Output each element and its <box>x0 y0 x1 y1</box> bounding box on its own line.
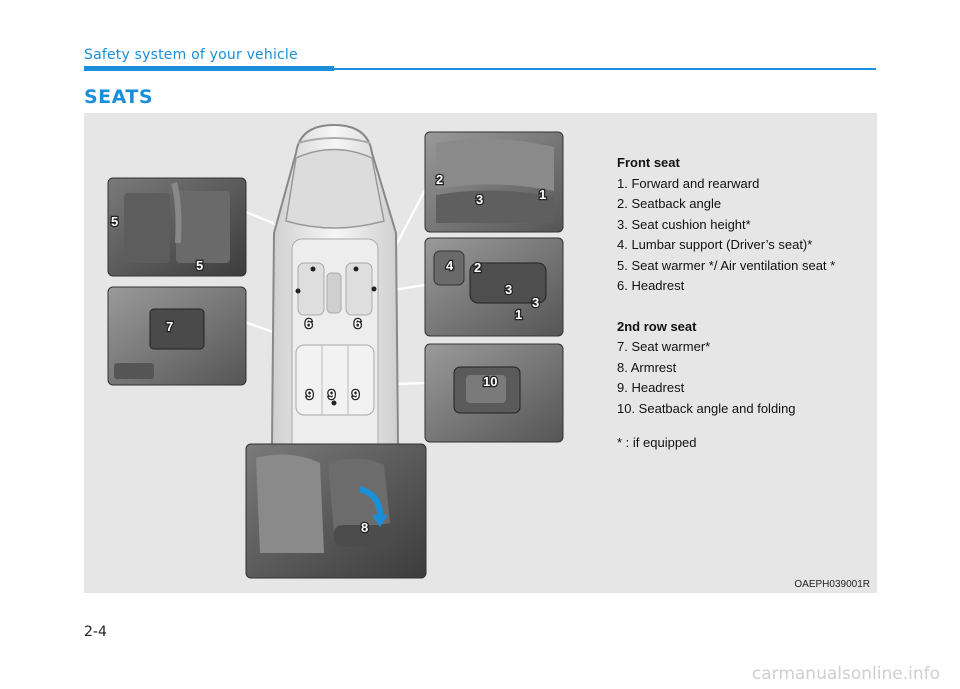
car-topview <box>272 125 398 475</box>
legend-item: 8. Armrest <box>617 359 677 375</box>
callout-ctrl-cushion-a: 3 <box>505 282 513 297</box>
section-title: Safety system of your vehicle <box>84 47 298 63</box>
legend-front-heading: Front seat <box>617 155 680 170</box>
legend-item: 1. Forward and rearward <box>617 175 760 191</box>
legend-item: 3. Seat cushion height* <box>617 216 751 232</box>
page-heading: SEATS <box>84 86 154 108</box>
legend <box>617 153 872 454</box>
callout-headrest-right: 6 <box>354 316 362 331</box>
legend-item: 7. Seat warmer* <box>617 339 711 354</box>
inset-rear-switch <box>425 344 563 442</box>
page-number: 2-4 <box>84 624 107 640</box>
inset-door-panel <box>108 287 246 385</box>
callout-ctrl-cushion-b: 3 <box>532 295 540 310</box>
callout-rear-head-1: 9 <box>306 387 314 402</box>
callout-ctrl-slide: 1 <box>515 307 523 322</box>
legend-item: 5. Seat warmer */ Air ventilation seat * <box>617 257 836 273</box>
legend-rear-heading: 2nd row seat <box>617 318 697 334</box>
callout-rear-fold: 10 <box>483 374 498 389</box>
callout-ctrl-back: 2 <box>474 260 482 275</box>
figure-code: OAEPH039001R <box>794 579 870 590</box>
callout-ctrl-lumbar: 4 <box>446 258 454 273</box>
callout-side-slide: 1 <box>539 187 547 202</box>
inset-seat-side <box>425 132 563 232</box>
callout-warmer-b: 5 <box>196 258 204 273</box>
section-rule-thin <box>334 68 876 70</box>
callout-rear-head-3: 9 <box>352 387 360 402</box>
legend-item: 10. Seatback angle and folding <box>617 400 796 416</box>
figure-panel <box>84 113 877 593</box>
inset-seat-controls <box>425 238 563 336</box>
watermark: carmanualsonline.info <box>751 664 940 684</box>
legend-footnote: * : if equipped <box>617 435 697 450</box>
callout-rear-head-2: 9 <box>328 387 336 402</box>
inset-console <box>108 178 246 276</box>
callout-rear-warmer: 7 <box>166 319 174 334</box>
legend-item: 2. Seatback angle <box>617 196 722 211</box>
legend-item: 4. Lumbar support (Driver’s seat)* <box>617 237 813 252</box>
callout-armrest: 8 <box>361 520 369 535</box>
inset-rear-cabin <box>246 444 426 578</box>
callout-warmer-a: 5 <box>111 214 119 229</box>
legend-item: 6. Headrest <box>617 278 685 293</box>
section-rule-thick <box>84 66 334 71</box>
callout-side-back: 2 <box>436 172 444 187</box>
legend-item: 9. Headrest <box>617 380 685 395</box>
callout-headrest-left: 6 <box>305 316 313 331</box>
callout-side-cushion: 3 <box>476 192 484 207</box>
